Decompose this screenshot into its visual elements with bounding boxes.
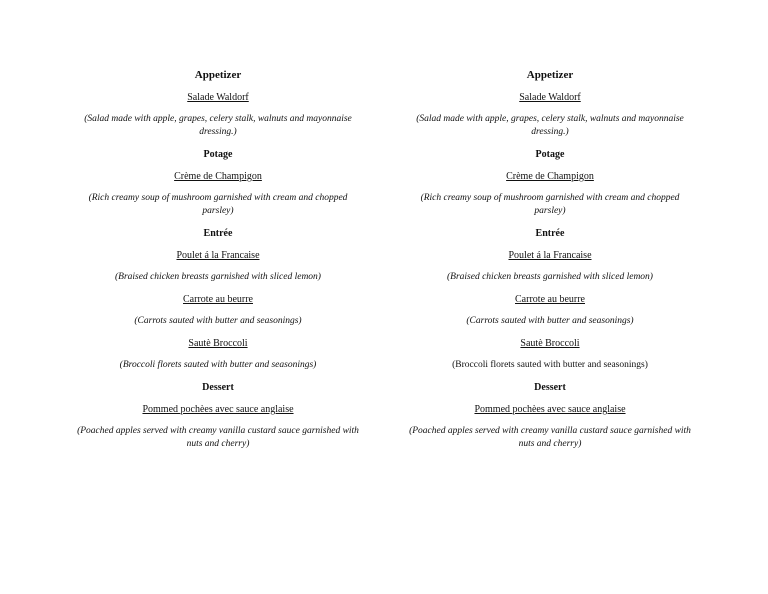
dish-description: (Salad made with apple, grapes, celery stalk, walnuts and mayonnaise dressing.) (84, 114, 352, 137)
dish-description: (Braised chicken breasts garnished with sliced lemon) (447, 272, 653, 282)
dish-name: Pommed pochèes avec sauce anglaise (474, 404, 626, 415)
dish-name: Pommed pochèes avec sauce anglaise (142, 404, 294, 415)
course-heading: Appetizer (526, 69, 574, 81)
dish-description: (Carrots sauted with butter and seasonings) (134, 316, 302, 326)
dish-description: (Salad made with apple, grapes, celery stalk, walnuts and mayonnaise dressing.) (416, 114, 684, 137)
course-heading: Appetizer (194, 69, 242, 81)
course-heading: Entrée (203, 228, 233, 239)
dish-name: Crème de Champigon (174, 171, 262, 182)
course-heading: Entrée (535, 228, 565, 239)
dish-name: Salade Waldorf (187, 92, 249, 103)
course-heading: Potage (535, 149, 565, 160)
dish-description: (Rich creamy soup of mushroom garnished with cream and chopped parsley) (88, 193, 348, 216)
course-heading: Dessert (202, 382, 234, 393)
dish-description: (Broccoli florets sauted with butter and seasonings) (452, 360, 648, 370)
dish-description: (Broccoli florets sauted with butter and seasonings) (119, 360, 317, 370)
course-heading: Dessert (534, 382, 566, 393)
dish-name: Carrote au beurre (515, 294, 585, 305)
dish-name: Poulet á la Francaise (176, 250, 260, 261)
dish-description: (Braised chicken breasts garnished with sliced lemon) (115, 272, 321, 282)
dish-name: Salade Waldorf (519, 92, 581, 103)
dish-name: Carrote au beurre (183, 294, 253, 305)
menu-column-left (68, 68, 368, 460)
dish-name: Sautè Broccoli (188, 338, 248, 349)
dish-description: (Poached apples served with creamy vanilla custard sauce garnished with nuts and cherry) (409, 426, 691, 449)
dish-name: Crème de Champigon (506, 171, 594, 182)
menu-column-right (400, 68, 700, 460)
dish-name: Sautè Broccoli (520, 338, 580, 349)
dish-description: (Rich creamy soup of mushroom garnished with cream and chopped parsley) (420, 193, 680, 216)
dish-description: (Carrots sauted with butter and seasonings) (466, 316, 634, 326)
dish-name: Poulet á la Francaise (508, 250, 592, 261)
course-heading: Potage (203, 149, 233, 160)
dish-description: (Poached apples served with creamy vanilla custard sauce garnished with nuts and cherry) (77, 426, 359, 449)
